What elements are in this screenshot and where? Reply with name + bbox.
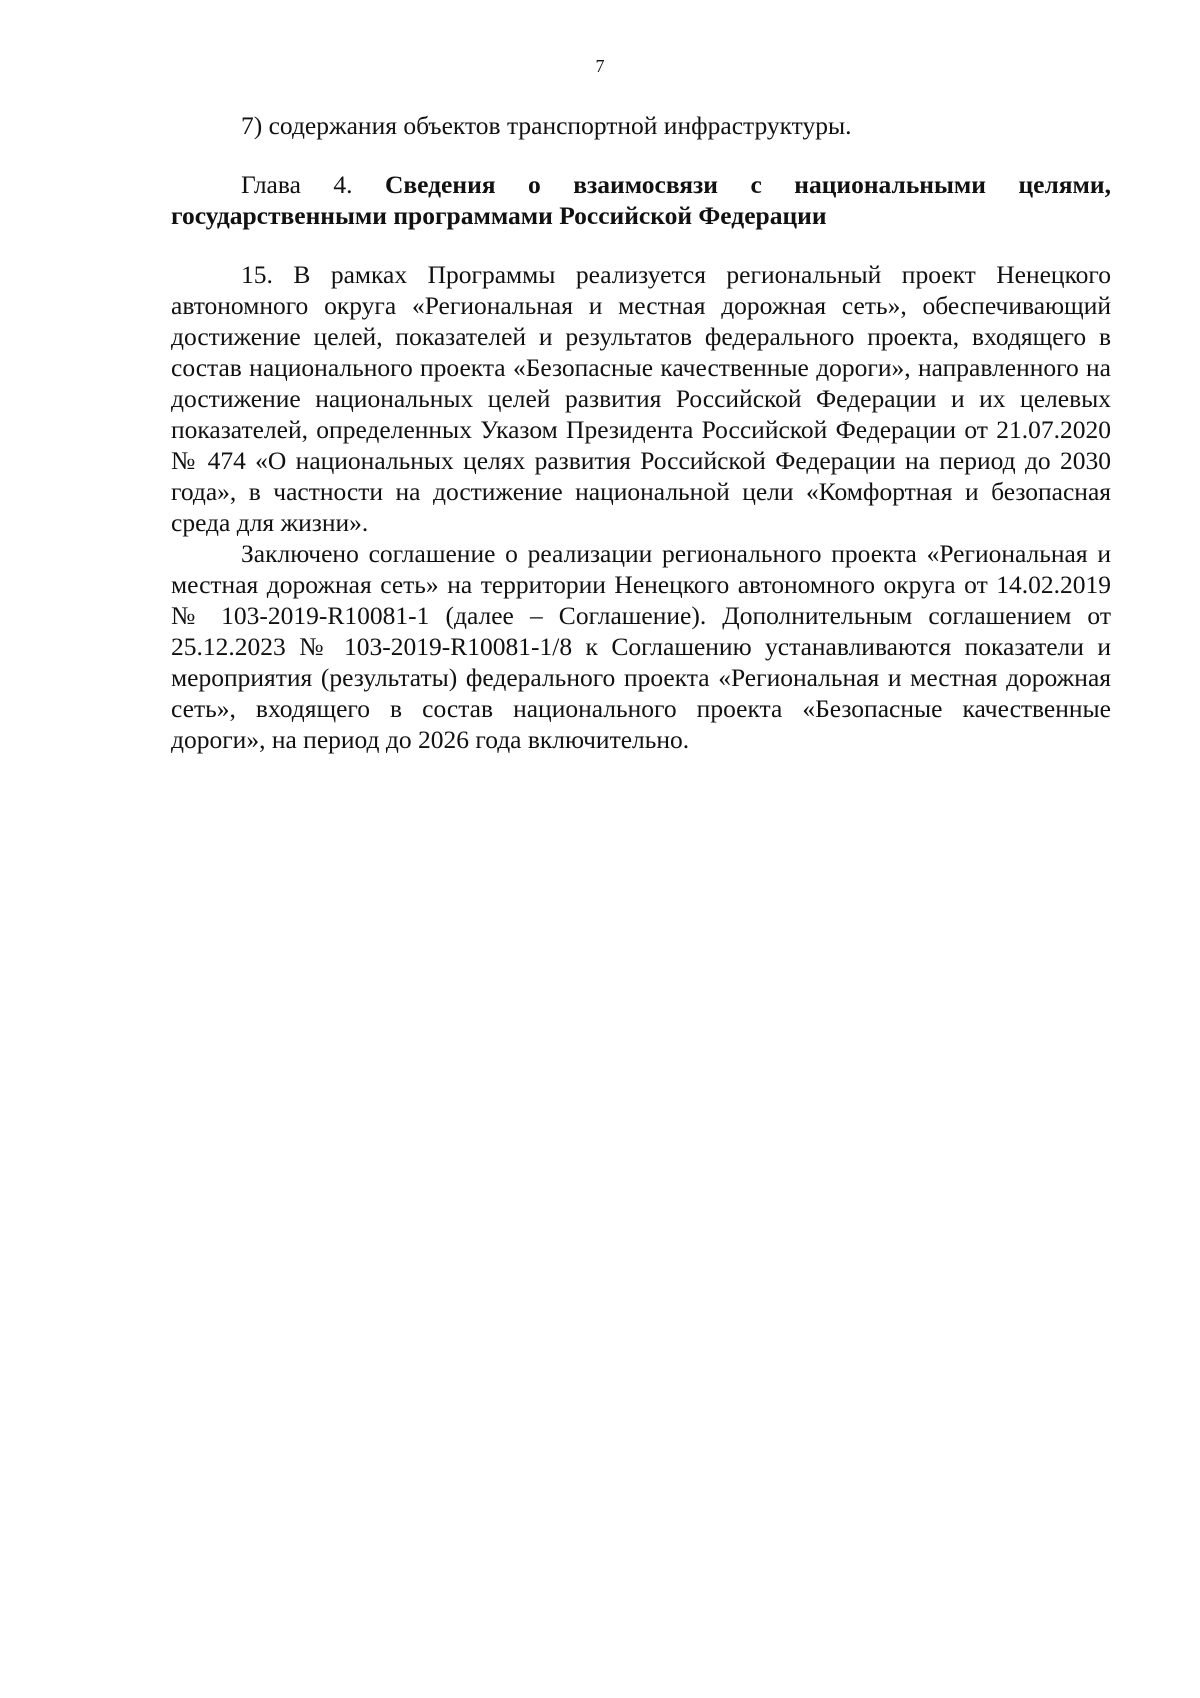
chapter-label: Глава 4. (241, 170, 353, 199)
paragraph-15: 15. В рамках Программы реализуется региональный проект Ненецкого автономного округа «Региональная и местная дорожная сеть», обеспечивающий достижение целей, показателей и результатов федерального проекта, входящего в состав национального проекта «Безопасные качественные дороги», направленного на достижение национальных целей развития Российской Федерации и их целевых показателей, определенных Указом Президента Российской Федерации от 21.07.2020 № 474 «О национальных целях развития Российской Федерации на период до 2030 года», в частности на достижение национальной цели «Комфортная и безопасная среда для жизни». (171, 260, 1111, 537)
paragraph-agreement: Заключено соглашение о реализации регионального проекта «Региональная и местная дорожная сеть» на территории Ненецкого автономного округа от 14.02.2019 № 103-2019-R10081-1 (далее – Соглашение). Дополнительным соглашением от 25.12.2023 № 103-2019-R10081-1/8 к Соглашению устанавливаются показатели и мероприятия (результаты) федерального проекта «Региональная и местная дорожная сеть», входящего в состав национального проекта «Безопасные качественные дороги», на период до 2026 года включительно. (171, 539, 1111, 754)
page-number: 7 (595, 56, 605, 76)
chapter-heading (171, 169, 1111, 231)
list-item-7: 7) содержания объектов транспортной инфраструктуры. (241, 111, 852, 140)
document-body (171, 110, 1111, 755)
chapter-title: Сведения о взаимосвязи с национальными целями, государственными программами Российской Федерации (171, 170, 1111, 230)
